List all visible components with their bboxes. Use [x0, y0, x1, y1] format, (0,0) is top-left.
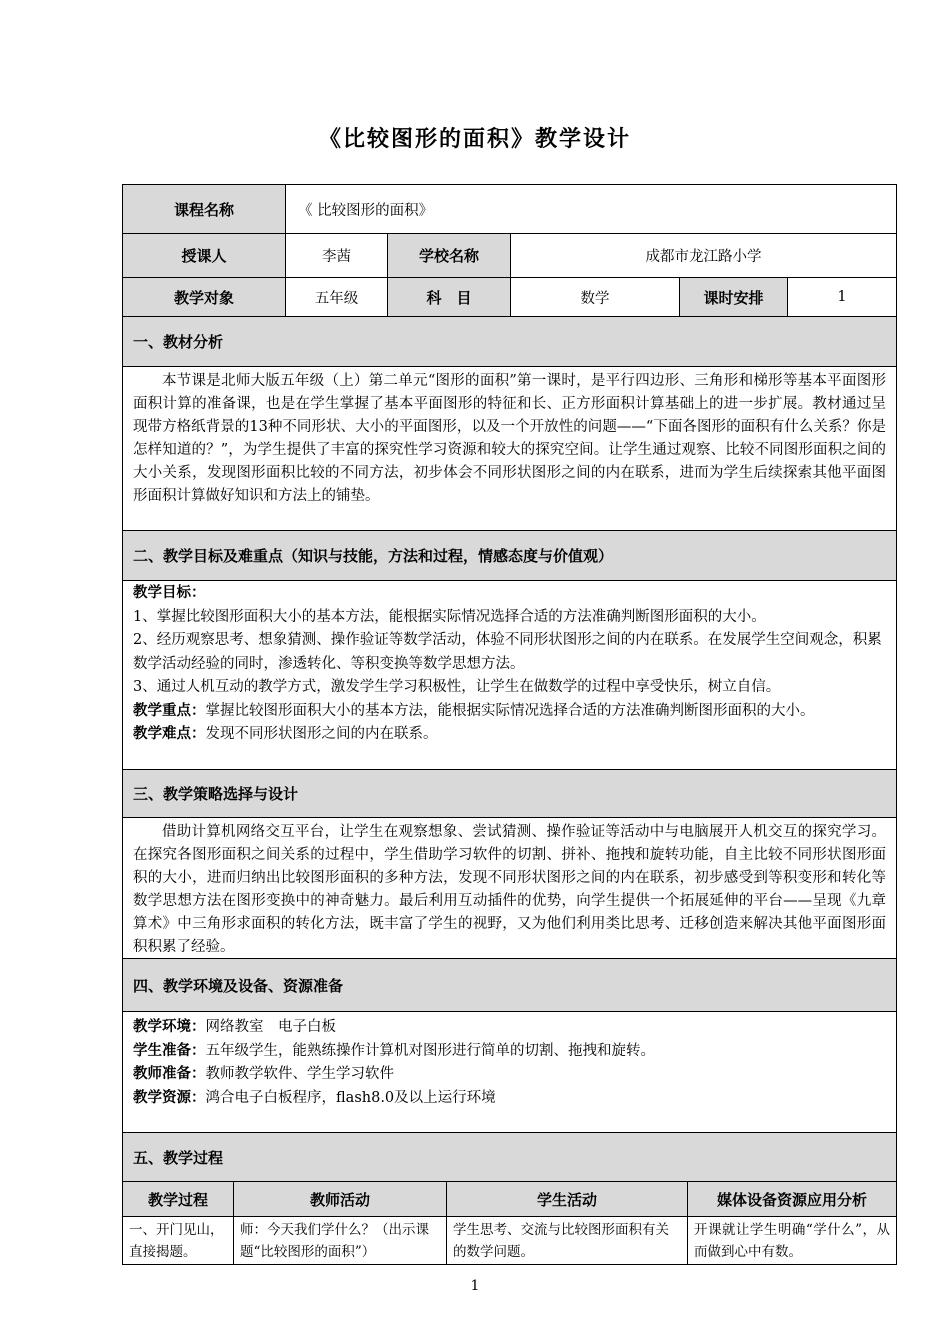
row1-process: 一、开门见山，直接揭题。 — [122, 1216, 234, 1265]
student-prep-label: 学生准备： — [133, 1042, 206, 1059]
hours-label: 课时安排 — [679, 277, 788, 317]
col-header-process: 教学过程 — [122, 1181, 234, 1217]
difficulty-text: 发现不同形状图形之间的内在联系。 — [205, 726, 438, 742]
goal-3: 3、通过人机互动的教学方式，激发学生学习积极性，让学生在做数学的过程中享受快乐，树立自信。 — [133, 679, 781, 695]
key-point-label: 教学重点： — [133, 702, 206, 719]
subject-value: 数学 — [510, 277, 680, 317]
section-4-body — [122, 1011, 897, 1133]
teacher-prep-text: 教师教学软件、学生学习软件 — [205, 1066, 394, 1082]
section-5-heading: 五、教学过程 — [122, 1132, 897, 1182]
row1-media: 开课就让学生明确“学什么”，从而做到心中有数。 — [687, 1216, 897, 1265]
section-2-heading: 二、教学目标及难重点（知识与技能，方法和过程，情感态度与价值观） — [122, 530, 897, 581]
col-header-media: 媒体设备资源应用分析 — [687, 1181, 897, 1217]
target-value: 五年级 — [285, 277, 388, 317]
row1-student: 学生思考、交流与比较图形面积有关的数学问题。 — [446, 1216, 688, 1265]
course-name-value: 《 比较图形的面积》 — [285, 184, 897, 234]
teacher-value: 李茜 — [285, 233, 388, 278]
teacher-label: 授课人 — [122, 233, 286, 278]
page-title: 《比较图形的面积》教学设计 — [318, 127, 631, 152]
goal-1: 1、掌握比较图形面积大小的基本方法，能根据实际情况选择合适的方法准确判断图形面积的大小。 — [133, 608, 766, 625]
school-value: 成都市龙江路小学 — [510, 233, 897, 278]
goal-2: 2、经历观察思考、想象猜测、操作验证等数学活动，体验不同形状图形之间的内在联系。在发展学生空间观念，积累数学活动经验的同时，渗透转化、等积变换等数学思想方法。 — [133, 632, 882, 672]
resources-text: 鸿合电子白板程序，flash8.0及以上运行环境 — [205, 1089, 496, 1106]
section-3-text: 借助计算机网络交互平台，让学生在观察想象、尝试猜测、操作验证等活动中与电脑展开人机交互的探究学习。在探究各图形面积之间关系的过程中，学生借助学习软件的切割、拼补、拖拽和旋转功能，自主比较不同形状图形面积的大小，进而归纳出比较图形面积的多种方法，发现不同形状图形之间的内在联系，初步感受到等积变形和转化等数学思想方法在图形变换中的神奇魅力。最后利用互动插件的优势，向学生提供一个拓展延伸的平台——呈现《九章算术》中三角形求面积的转化方法，既丰富了学生的视野，又为他们利用类比思考、迁移创造来解决其他平面图形面积积累了经验。 — [122, 817, 897, 959]
teacher-prep-label: 教师准备： — [133, 1066, 206, 1082]
env-text: 网络教室 电子白板 — [205, 1019, 336, 1035]
hours-value: 1 — [787, 277, 897, 317]
subject-label: 科 目 — [387, 277, 511, 317]
section-1-heading: 一、教材分析 — [122, 316, 897, 367]
target-label: 教学对象 — [122, 277, 286, 317]
student-prep-text: 五年级学生，能熟练操作计算机对图形进行简单的切割、拖拽和旋转。 — [205, 1042, 655, 1059]
env-label: 教学环境： — [133, 1019, 206, 1035]
page-number: 1 — [470, 1278, 480, 1294]
goals-label: 教学目标： — [133, 585, 206, 601]
section-4-heading: 四、教学环境及设备、资源准备 — [122, 958, 897, 1012]
key-point-text: 掌握比较图形面积大小的基本方法，能根据实际情况选择合适的方法准确判断图形面积的大小。 — [205, 702, 815, 719]
resources-label: 教学资源： — [133, 1089, 206, 1106]
col-header-student: 学生活动 — [446, 1181, 688, 1217]
key-point — [133, 700, 886, 724]
col-header-teacher: 教师活动 — [233, 1181, 447, 1217]
section-1-text: 本节课是北师大版五年级（上）第二单元“图形的面积”第一课时，是平行四边形、三角形和梯形等基本平面图形面积计算的准备课，也是在学生掌握了基本平面图形的特征和长、正方形面积计算基础上的进一步扩展。教材通过呈现带方格纸背景的13种不同形状、大小的平面图形，以及一个开放性的问题——“下面各图形的面积有什么关系？你是怎样知道的？”，为学生提供了丰富的探究性学习资源和较大的探究空间。让学生通过观察、比较不同图形面积之间的大小关系，发现图形面积比较的不同方法，初步体会不同形状图形之间的内在联系，进而为学生后续探索其他平面图形面积计算做好知识和方法上的铺垫。 — [122, 366, 897, 531]
course-name-label: 课程名称 — [122, 184, 286, 234]
section-3-heading: 三、教学策略选择与设计 — [122, 769, 897, 818]
difficulty — [133, 723, 886, 747]
school-label: 学校名称 — [387, 233, 511, 278]
row1-teacher: 师：今天我们学什么？（出示课题“比较图形的面积”） — [233, 1216, 447, 1265]
section-2-body — [122, 580, 897, 770]
difficulty-label: 教学难点： — [133, 726, 206, 742]
